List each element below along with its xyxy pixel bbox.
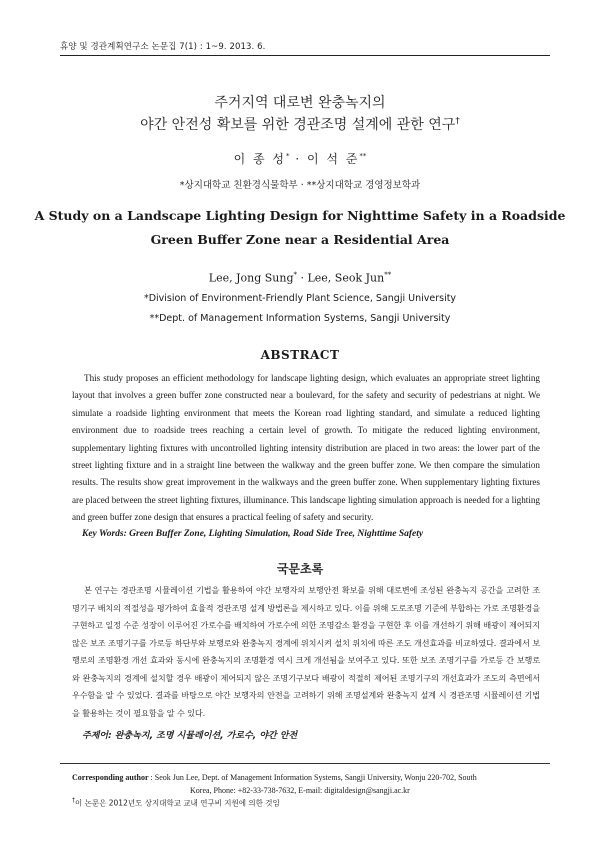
english-title-line-1: A Study on a Landscape Lighting Design for Nighttime Safety in a Roadside [34, 208, 566, 223]
korean-affiliation: *상지대학교 친환경식물학부 · **상지대학교 경영정보학과 [179, 180, 421, 191]
english-author-1-mark: * [293, 271, 297, 279]
footnote-divider [60, 763, 550, 764]
korean-title-line-2 [0, 114, 600, 134]
korean-author-2: 이 석 준 [306, 152, 360, 166]
corresponding-author-note [72, 771, 542, 797]
funding-note-text: 이 논문은 2012년도 상지대학교 교내 연구비 지원에 의한 것임 [75, 798, 280, 808]
korean-abstract-heading: 국문초록 [276, 562, 324, 576]
funding-note-mark: † [72, 797, 75, 804]
corresponding-author-separator: : [148, 773, 155, 782]
funding-note [72, 797, 542, 809]
korean-author-1: 이 종 성 [233, 152, 287, 166]
english-author-separator: · [296, 271, 308, 285]
korean-author-separator: · [289, 152, 307, 166]
abstract-heading: ABSTRACT [260, 348, 340, 362]
korean-keywords: 주제어: 완충녹지, 조명 시뮬레이션, 가로수, 야간 안전 [82, 731, 298, 741]
korean-title-line-2-text: 야간 안전성 확보를 위한 경관조명 설계에 관한 연구 [140, 117, 456, 133]
korean-authors [0, 150, 600, 167]
funding-footnote-mark: † [455, 116, 460, 127]
korean-author-2-mark: ** [359, 152, 367, 160]
english-keywords: Key Words: Green Buffer Zone, Lighting Simulation, Road Side Tree, Nighttime Safety [82, 529, 424, 539]
korean-abstract-body: 본 연구는 경관조명 시뮬레이션 기법을 활용하여 야간 보행자의 보행안전 확보를 위해 대로변에 조성된 완충녹지 공간을 고려한 조명기구 배치의 적절성을 평가하여 효율적 경관조명 설계 방법론을 제시하고 있다. 이를 위해 도로조명 기준에 부합하는 가로 조명환경을 구현하고 일정 수준 성장이 이루어진 가로수를 배치하여 가로수에 의한 조명감소 환경을 구현한 후 이를 개선하기 위해 배광이 제어되지 않은 보조 조명기구를 가로등 하단부와 보행로와 완충녹지 경계에 위치시켜 설치 위치에 따른 조도 개선효과를 비교하였다. 결과에서 보행로의 조명환경 개선 효과와 동시에 완충녹지의 조명환경 역시 크게 개선됨을 보여주고 있다. 또한 보조 조명기구를 가로등 간 보행로와 완충녹지의 경계에 설치할 경우 배광이 제어되지 않은 조명기구보다 배광이 적절히 제어된 조명기구의 개선효과가 조도의 측면에서 우수함을 알 수 있었다. 결과를 바탕으로 야간 보행자의 안전을 고려하기 위해 조명설계와 완충녹지 설계 시 경관조명 시뮬레이션 기법을 활용하는 것이 필요함을 알 수 있다. [72, 585, 540, 718]
corresponding-author-line-2: Korea, Phone: +82-33-738-7632, E-mail: digitaldesign@sangji.ac.kr [190, 786, 410, 795]
english-author-1: Lee, Jong Sung [208, 271, 294, 285]
english-authors [0, 271, 600, 285]
corresponding-author-line-1: Seok Jun Lee, Dept. of Management Information Systems, Sangji University, Wonju 220-702, South [154, 773, 477, 782]
corresponding-author-label: Corresponding author [72, 773, 149, 782]
korean-title-line-1: 주거지역 대로변 완충녹지의 [214, 95, 386, 111]
header-divider [60, 55, 550, 56]
english-affiliation-1: *Division of Environment-Friendly Plant Science, Sangji University [143, 293, 457, 304]
english-title-line-2: Green Buffer Zone near a Residential Area [150, 232, 450, 247]
korean-author-1-mark: * [286, 152, 290, 160]
journal-header: 휴양 및 경관계획연구소 논문집 7(1) : 1~9. 2013. 6. [60, 42, 266, 52]
abstract-body: This study proposes an efficient methodology for landscape lighting design, which evaluates an appropriate street lighting layout that involves a green buffer zone constructed near a boulevard, for the safety and security of pedestrians at night. We simulate a roadside lighting environment that meets the Korean road lighting standard, and simulate a reduced lighting environment due to roadside trees reaching a certain level of growth. To mitigate the reduced lighting environment, supplementary lighting fixtures with uncontrolled lighting intensity distribution are placed in two areas: the lower part of the street lighting fixture and in a straight line between the walkway and the green buffer zone. We then compare the simulation results. The results show great improvement in the walkways and the green buffer zone. When supplementary lighting fixtures are placed between the street lighting fixtures, illuminance. This landscape lighting simulation approach is needed for a lighting and green buffer zone design that ensures a practical feeling of safety and security. [72, 373, 540, 523]
english-author-2: Lee, Seok Jun [307, 271, 385, 285]
english-affiliation-2: **Dept. of Management Information Systems, Sangji University [149, 313, 451, 324]
english-author-2-mark: ** [384, 271, 392, 279]
